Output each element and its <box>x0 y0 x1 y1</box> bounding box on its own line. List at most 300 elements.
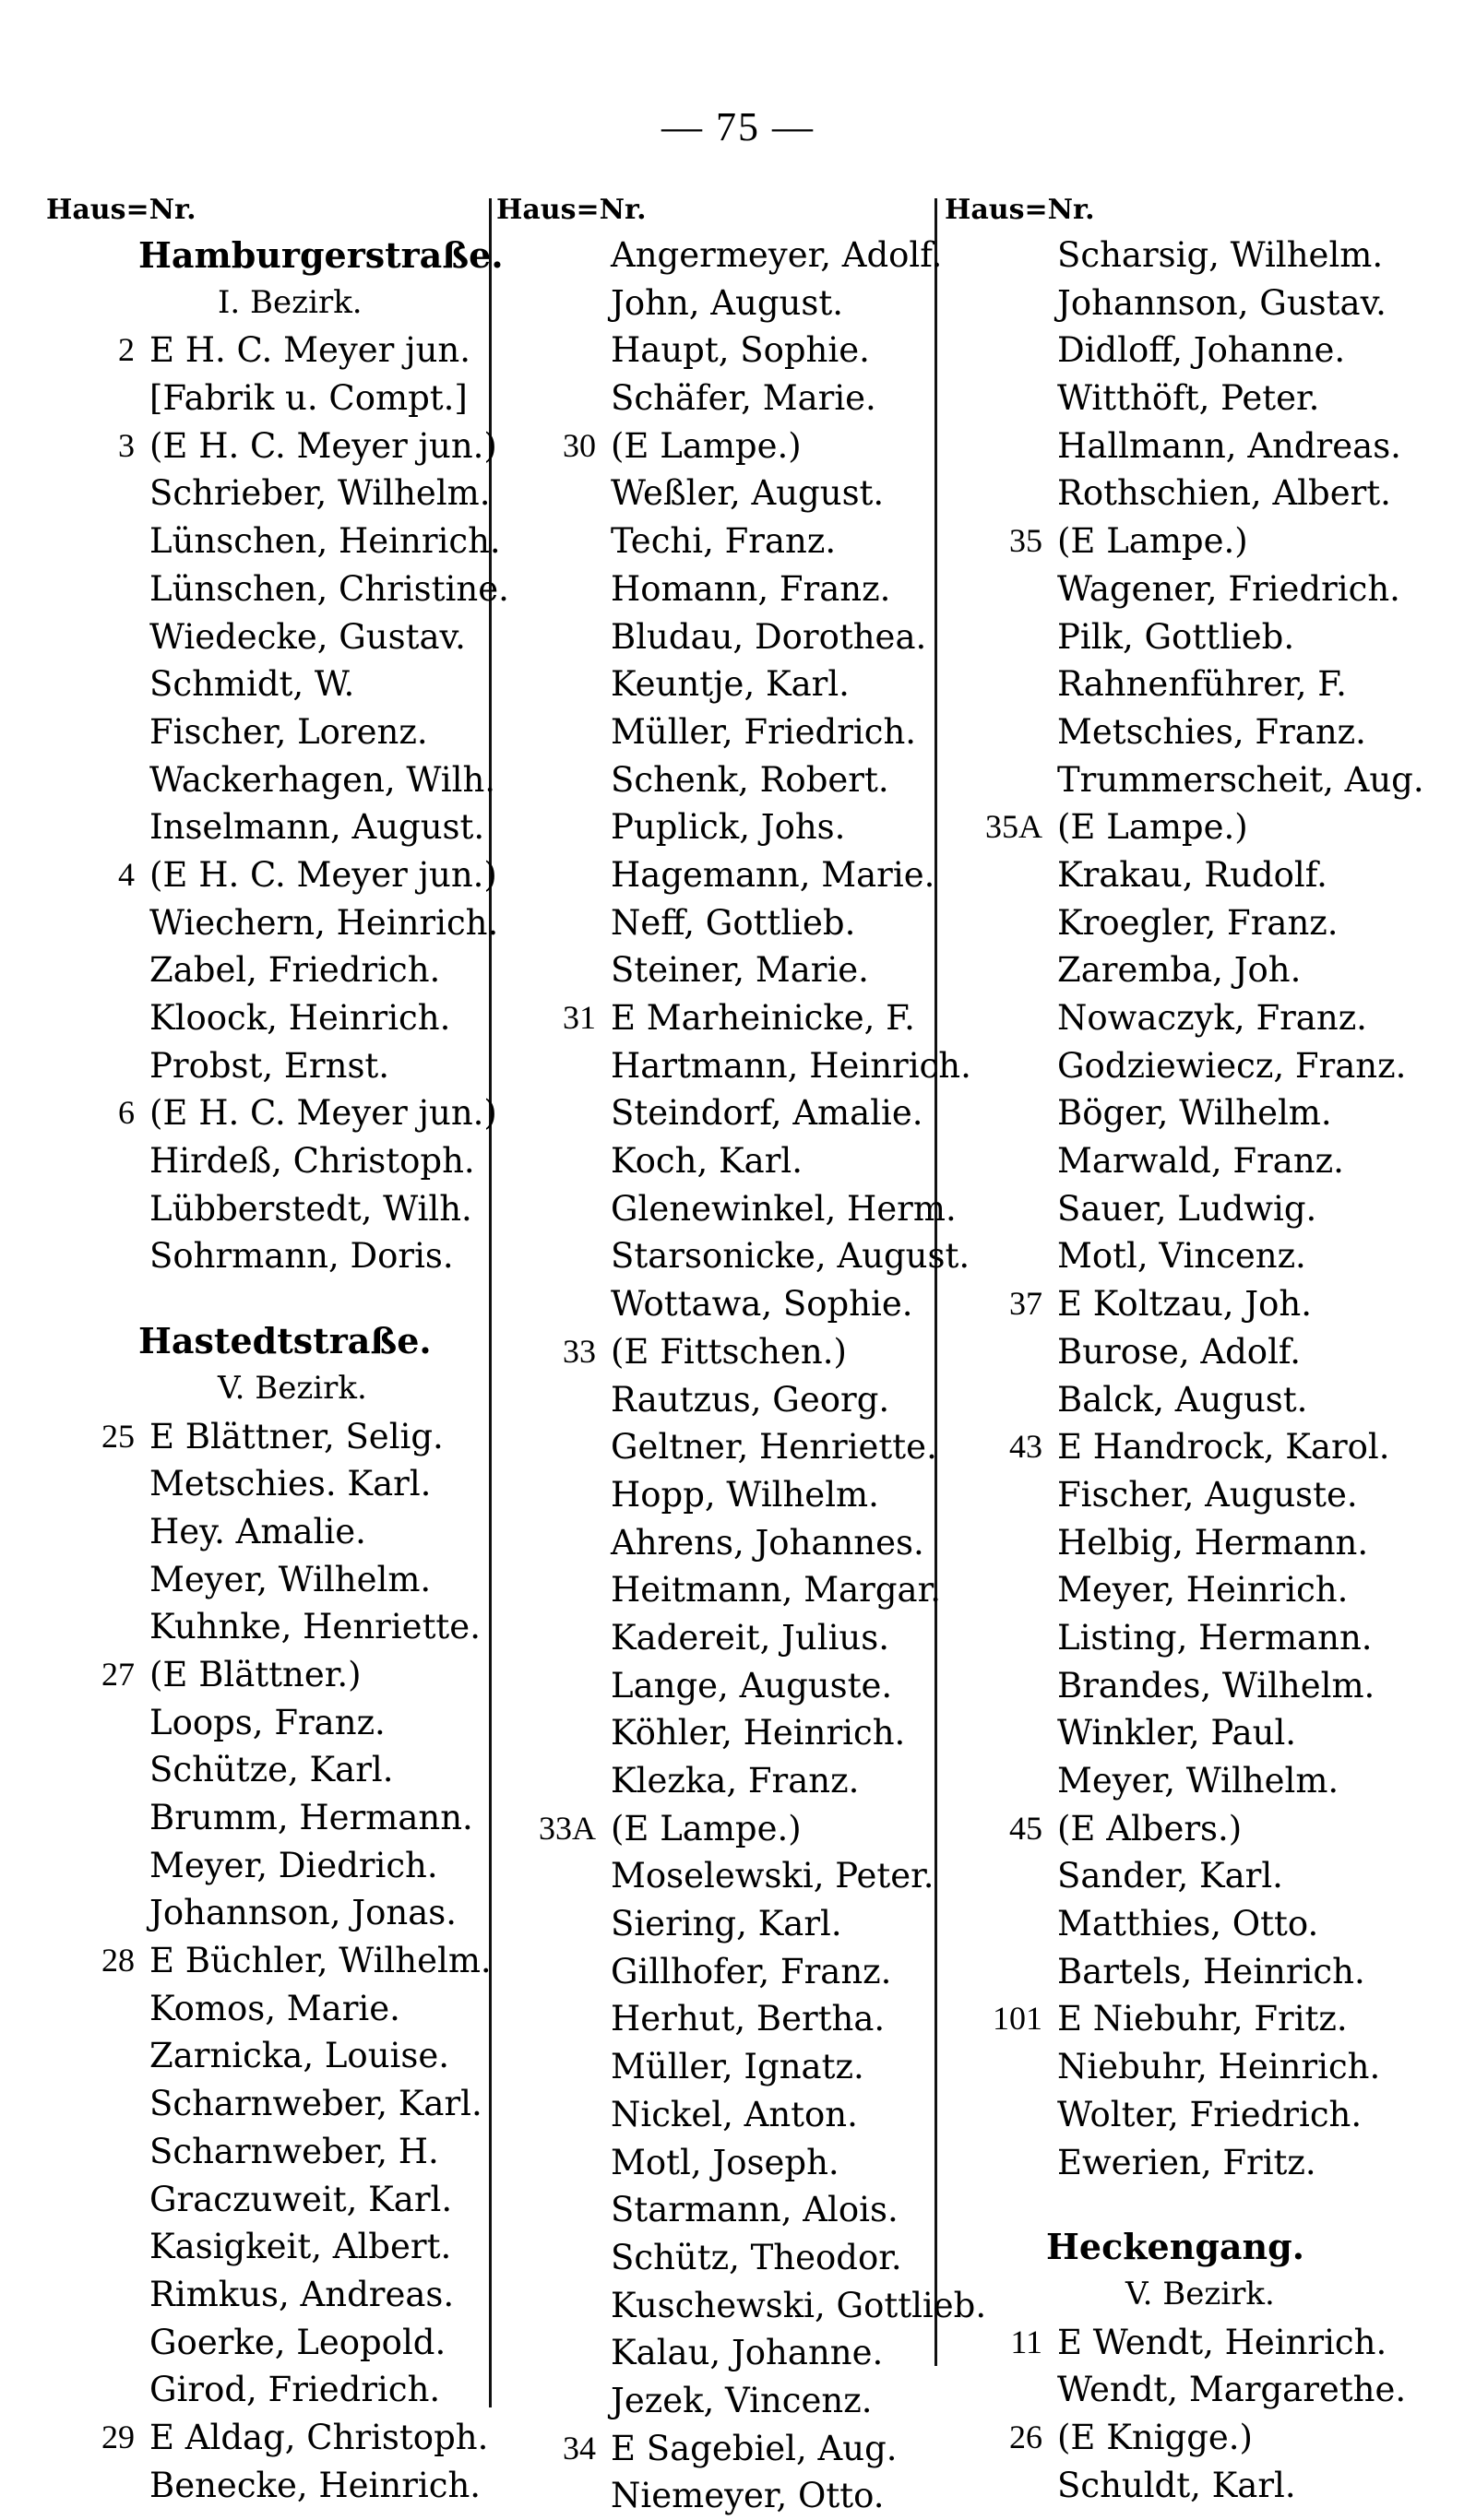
directory-entry <box>46 422 497 470</box>
directory-entry <box>496 756 937 804</box>
house-number <box>46 565 135 613</box>
house-number <box>945 2043 1042 2091</box>
resident-name: Zabel, Friedrich. <box>149 950 441 991</box>
district-label <box>46 1365 489 1413</box>
directory-entry <box>945 1232 1461 1280</box>
resident-name: Neff, Gottlieb. <box>611 902 856 943</box>
resident-name: Goerke, Leopold. <box>149 2322 446 2362</box>
column-header: Haus=Nr. <box>945 194 1095 226</box>
line-spacer <box>945 2186 1461 2223</box>
resident-name: Brandes, Wilhelm. <box>1057 1665 1375 1706</box>
house-number <box>496 899 596 947</box>
directory-entry <box>496 1376 937 1424</box>
street-heading <box>46 232 504 279</box>
resident-name: Winkler, Paul. <box>1057 1713 1297 1753</box>
house-number <box>46 470 135 517</box>
resident-name: Listing, Hermann. <box>1057 1617 1373 1658</box>
resident-name: Kadereit, Julius. <box>611 1617 889 1658</box>
house-number <box>496 1471 596 1519</box>
resident-name: Köhler, Heinrich. <box>611 1713 906 1753</box>
resident-name: Weßler, August. <box>611 473 885 514</box>
directory-entry <box>496 2139 937 2187</box>
directory-entry <box>945 1566 1461 1614</box>
house-number <box>496 1757 596 1805</box>
house-number <box>46 1317 135 1365</box>
directory-entry <box>945 517 1461 565</box>
directory-entry <box>945 1185 1461 1233</box>
house-number <box>945 946 1042 994</box>
house-number <box>945 1185 1042 1233</box>
directory-entry <box>496 422 937 470</box>
directory-entry <box>46 1699 489 1747</box>
directory-entry <box>46 2176 489 2224</box>
house-number <box>945 756 1042 804</box>
resident-name: (E Blättner.) <box>149 1654 362 1694</box>
directory-entry <box>46 946 489 994</box>
directory-entry <box>945 1042 1461 1090</box>
directory-entry <box>46 565 509 613</box>
resident-name: Klezka, Franz. <box>611 1761 860 1801</box>
resident-name: Schütz, Theodor. <box>611 2237 902 2277</box>
directory-entry <box>46 1042 489 1090</box>
resident-name: Wagener, Friedrich. <box>1057 568 1400 609</box>
directory-entry <box>496 327 937 374</box>
directory-entry <box>496 803 937 851</box>
resident-name: Hopp, Wilhelm. <box>611 1474 879 1515</box>
resident-name: Benecke, Heinrich. <box>149 2465 482 2505</box>
house-number <box>496 2234 596 2282</box>
house-number <box>945 660 1042 708</box>
directory-entry <box>496 1328 937 1376</box>
house-number <box>46 1985 135 2033</box>
resident-name: Kuschewski, Gottlieb. <box>611 2285 987 2325</box>
directory-entry <box>496 565 937 613</box>
resident-name: Schuldt, Karl. <box>1057 2465 1296 2505</box>
house-number <box>496 1376 596 1424</box>
resident-name: Kroegler, Franz. <box>1057 902 1339 943</box>
directory-entry <box>46 2032 489 2080</box>
house-number <box>945 1566 1042 1614</box>
house-number <box>945 1328 1042 1376</box>
resident-name: Meyer, Diedrich. <box>149 1845 438 1885</box>
directory-entry <box>496 2282 987 2330</box>
house-number <box>496 2139 596 2187</box>
resident-name: Kuhnke, Henriette. <box>149 1607 481 1647</box>
resident-name <box>135 1280 489 1317</box>
resident-name: Keuntje, Karl. <box>611 664 850 705</box>
house-number: 25 <box>101 1417 135 1455</box>
resident-name: Zaremba, Joh. <box>1057 950 1302 991</box>
directory-entry <box>46 2366 489 2414</box>
house-number <box>46 803 135 851</box>
house-number: 37 <box>1009 1285 1042 1323</box>
house-number <box>945 2366 1042 2414</box>
directory-entry <box>945 1328 1461 1376</box>
resident-name: (E Lampe.) <box>1057 807 1248 848</box>
directory-entry <box>945 2462 1461 2510</box>
house-number <box>46 1842 135 1890</box>
resident-name: E Niebuhr, Fritz. <box>1057 1999 1348 2039</box>
house-number <box>46 994 135 1042</box>
directory-entry <box>496 708 937 756</box>
resident-name: Krakau, Rudolf. <box>1057 854 1327 895</box>
directory-column-3 <box>945 189 1461 2509</box>
house-number <box>496 1042 596 1090</box>
directory-entry <box>945 1137 1461 1185</box>
house-number <box>46 374 135 422</box>
resident-name: Koch, Karl. <box>611 1141 803 1182</box>
resident-name: Schmidt, W. <box>149 664 355 705</box>
house-number <box>945 1232 1042 1280</box>
house-number <box>945 1089 1042 1137</box>
house-number <box>945 2091 1042 2139</box>
resident-name: Motl, Vincenz. <box>1057 1236 1306 1277</box>
directory-entry <box>496 1709 937 1757</box>
house-number <box>496 2091 596 2139</box>
house-number <box>945 1757 1042 1805</box>
directory-column-1 <box>46 189 509 2509</box>
street-heading <box>945 2223 1461 2271</box>
resident-name: Angermeyer, Adolf. <box>611 235 943 275</box>
house-number <box>945 327 1042 374</box>
directory-entry <box>945 1757 1461 1805</box>
resident-name: (E Lampe.) <box>611 1808 802 1848</box>
directory-entry <box>945 756 1461 804</box>
resident-name: Müller, Friedrich. <box>611 711 917 752</box>
house-number <box>46 708 135 756</box>
resident-name: Nickel, Anton. <box>611 2094 858 2134</box>
house-number <box>945 708 1042 756</box>
house-number: 4 <box>118 855 135 893</box>
resident-name: Motl, Joseph. <box>611 2142 839 2182</box>
directory-entry <box>945 374 1461 422</box>
directory-entry <box>496 374 937 422</box>
house-number <box>945 422 1042 470</box>
directory-entry <box>46 374 489 422</box>
house-number <box>496 232 596 279</box>
resident-name: Johannson, Gustav. <box>1057 282 1387 323</box>
directory-entry <box>46 1556 489 1604</box>
directory-entry <box>46 660 489 708</box>
resident-name: Ahrens, Johannes. <box>611 1522 924 1563</box>
house-number: 31 <box>563 999 596 1036</box>
resident-name: Glenewinkel, Herm. <box>611 1188 957 1229</box>
house-number <box>46 2271 135 2319</box>
house-number <box>46 899 135 947</box>
house-number <box>496 2377 596 2425</box>
house-number <box>496 1519 596 1567</box>
directory-entry <box>945 232 1461 279</box>
resident-name: Johannson, Jonas. <box>149 1893 458 1933</box>
house-number <box>496 660 596 708</box>
resident-name: Jezek, Vincenz. <box>611 2380 873 2420</box>
resident-name: Scharnweber, Karl. <box>149 2084 482 2124</box>
house-number <box>496 1709 596 1757</box>
house-number <box>46 1889 135 1937</box>
directory-entry <box>496 232 943 279</box>
resident-name: Starmann, Alois. <box>611 2190 899 2230</box>
resident-name: Kalau, Johanne. <box>611 2333 884 2373</box>
column-header: Haus=Nr. <box>46 194 196 226</box>
house-number <box>496 2043 596 2091</box>
house-number <box>496 1995 596 2043</box>
resident-name: Brumm, Hermann. <box>149 1798 473 1837</box>
directory-entry <box>945 327 1461 374</box>
directory-entry <box>46 1651 489 1699</box>
resident-name: E Wendt, Heinrich. <box>1057 2322 1387 2362</box>
house-number <box>496 1423 596 1471</box>
directory-entry <box>496 1900 937 1948</box>
directory-entry <box>496 2186 937 2234</box>
directory-entry <box>496 1805 937 1853</box>
house-number <box>496 708 596 756</box>
resident-name: Sander, Karl. <box>1057 1856 1283 1896</box>
house-number: 35A <box>985 808 1042 846</box>
resident-name: Fischer, Auguste. <box>1057 1474 1358 1515</box>
house-number <box>46 2223 135 2271</box>
house-number <box>46 1556 135 1604</box>
directory-entry <box>945 279 1461 327</box>
resident-name: Wendt, Margarethe. <box>1057 2370 1407 2410</box>
resident-name: E Handrock, Karol. <box>1057 1427 1390 1468</box>
column-lines <box>945 232 1461 2509</box>
directory-entry <box>46 1232 489 1280</box>
house-number <box>46 1365 135 1413</box>
resident-name: Geltner, Henriette. <box>611 1427 937 1468</box>
directory-entry <box>945 565 1461 613</box>
directory-entry <box>496 660 937 708</box>
directory-entry <box>945 899 1461 947</box>
resident-name: Komos, Marie. <box>149 1988 400 2028</box>
resident-name: Techi, Franz. <box>611 521 837 562</box>
house-number: 34 <box>563 2429 596 2467</box>
directory-entry <box>46 1089 497 1137</box>
resident-name: Sauer, Ludwig. <box>1057 1188 1317 1229</box>
directory-entry <box>945 2043 1461 2091</box>
resident-name: Siering, Karl. <box>611 1904 842 1944</box>
resident-name: Inselmann, August. <box>149 807 485 848</box>
resident-name: (E Albers.) <box>1057 1808 1243 1848</box>
house-number <box>46 613 135 661</box>
resident-name: Kasigkeit, Albert. <box>149 2227 452 2267</box>
house-number <box>496 1948 596 1996</box>
house-number <box>46 2319 135 2367</box>
resident-name: Meyer, Wilhelm. <box>1057 1761 1339 1801</box>
house-number <box>945 1042 1042 1090</box>
resident-name: Wottawa, Sophie. <box>611 1284 913 1325</box>
house-number <box>945 1471 1042 1519</box>
directory-entry <box>46 1937 492 1985</box>
directory-entry <box>945 1709 1461 1757</box>
directory-entry <box>496 1614 937 1662</box>
directory-entry <box>945 1376 1461 1424</box>
resident-name: Lünschen, Heinrich. <box>149 521 501 562</box>
resident-name: Nowaczyk, Franz. <box>1057 998 1367 1038</box>
resident-name: (E Lampe.) <box>611 425 802 466</box>
directory-entry <box>945 803 1461 851</box>
resident-name: Haupt, Sophie. <box>611 330 870 371</box>
resident-name: [Fabrik u. Compt.] <box>149 378 468 419</box>
house-number <box>496 1185 596 1233</box>
directory-entry <box>46 1746 489 1794</box>
directory-entry <box>46 994 489 1042</box>
resident-name: Bartels, Heinrich. <box>1057 1951 1365 1991</box>
resident-name: Steindorf, Amalie. <box>611 1093 923 1134</box>
resident-name: Burose, Adolf. <box>1057 1331 1302 1372</box>
resident-name: Meyer, Heinrich. <box>1057 1570 1349 1611</box>
directory-entry <box>46 708 489 756</box>
directory-entry <box>945 994 1461 1042</box>
directory-entry <box>496 1852 937 1900</box>
house-number: 33 <box>563 1332 596 1370</box>
resident-name: Moselewski, Peter. <box>611 1856 934 1896</box>
house-number <box>496 756 596 804</box>
resident-name <box>1042 2186 1461 2223</box>
house-number <box>496 1614 596 1662</box>
directory-entry <box>945 1662 1461 1710</box>
directory-entry <box>46 2128 489 2176</box>
directory-entry <box>496 1137 937 1185</box>
house-number <box>945 2223 1042 2271</box>
resident-name: (E Knigge.) <box>1057 2417 1253 2457</box>
resident-name: Wiechern, Heinrich. <box>149 902 499 943</box>
column-lines <box>496 232 987 2520</box>
resident-name: Heitmann, Margar. <box>611 1570 941 1611</box>
directory-entry <box>945 1995 1461 2043</box>
resident-name: Matthies, Otto. <box>1057 1904 1319 1944</box>
directory-entry <box>945 1805 1461 1853</box>
resident-name: Hey. Amalie. <box>149 1511 366 1551</box>
house-number <box>46 1508 135 1556</box>
resident-name: E Blättner, Selig. <box>149 1416 444 1456</box>
house-number: 30 <box>563 426 596 464</box>
house-number <box>496 1280 596 1328</box>
directory-entry <box>945 422 1461 470</box>
house-number <box>945 565 1042 613</box>
house-number <box>496 613 596 661</box>
resident-name: Zarnicka, Louise. <box>149 2036 449 2076</box>
directory-entry <box>496 994 937 1042</box>
resident-name: Wiedecke, Gustav. <box>149 616 466 657</box>
house-number <box>945 374 1042 422</box>
house-number <box>496 374 596 422</box>
house-number <box>945 1852 1042 1900</box>
house-number <box>945 1662 1042 1710</box>
directory-entry <box>46 1460 489 1508</box>
house-number <box>945 1709 1042 1757</box>
resident-name: Rahnenführer, F. <box>1057 664 1347 705</box>
house-number <box>945 899 1042 947</box>
resident-name: (E Lampe.) <box>1057 521 1248 562</box>
directory-entry <box>496 1423 937 1471</box>
directory-entry <box>945 1614 1461 1662</box>
resident-name: Böger, Wilhelm. <box>1057 1093 1332 1134</box>
resident-name: Trummerscheit, Aug. <box>1057 759 1424 800</box>
directory-entry <box>945 2139 1461 2187</box>
resident-name: Helbig, Hermann. <box>1057 1522 1369 1563</box>
directory-entry <box>945 2091 1461 2139</box>
house-number <box>46 232 135 279</box>
house-number <box>945 1614 1042 1662</box>
house-number <box>945 1519 1042 1567</box>
house-number <box>46 1603 135 1651</box>
house-number <box>945 1376 1042 1424</box>
directory-entry <box>496 279 937 327</box>
directory-entry <box>496 1757 937 1805</box>
directory-entry <box>945 613 1461 661</box>
resident-name: Witthöft, Peter. <box>1057 378 1320 419</box>
directory-entry <box>46 1185 489 1233</box>
house-number <box>46 1460 135 1508</box>
house-number <box>945 1948 1042 1996</box>
house-number <box>496 1566 596 1614</box>
directory-entry <box>46 2414 489 2462</box>
resident-name: Graczuweit, Karl. <box>149 2179 453 2219</box>
house-number <box>945 279 1042 327</box>
resident-name: Hirdeß, Christoph. <box>149 1141 475 1182</box>
street-name: Hamburgerstraße. <box>138 234 504 276</box>
house-number: 6 <box>118 1094 135 1132</box>
resident-name: Wackerhagen, Wilh. <box>149 759 496 800</box>
resident-name: Kloock, Heinrich. <box>149 998 451 1038</box>
house-number: 43 <box>1009 1428 1042 1466</box>
directory-entry <box>46 327 489 374</box>
house-number <box>46 517 135 565</box>
house-number <box>496 946 596 994</box>
house-number <box>496 565 596 613</box>
house-number: 28 <box>101 1942 135 1979</box>
directory-entry <box>46 1842 489 1890</box>
resident-name: Hagemann, Marie. <box>611 854 935 895</box>
house-number: 27 <box>101 1655 135 1693</box>
directory-entry <box>46 1603 489 1651</box>
directory-entry <box>496 899 937 947</box>
resident-name: Scharnweber, H. <box>149 2131 439 2171</box>
house-number <box>496 470 596 517</box>
resident-name: Herhut, Bertha. <box>611 1999 886 2039</box>
resident-name: E H. C. Meyer jun. <box>149 330 470 371</box>
directory-entry <box>46 1794 489 1842</box>
directory-entry <box>496 1042 971 1090</box>
directory-entry <box>496 2043 937 2091</box>
resident-name: (E H. C. Meyer jun.) <box>149 854 497 895</box>
house-number <box>496 2472 596 2520</box>
directory-entry <box>496 1662 937 1710</box>
resident-name: E Sagebiel, Aug. <box>611 2428 898 2468</box>
house-number <box>46 279 135 327</box>
page-number: — 75 — <box>661 104 815 149</box>
resident-name: Didloff, Johanne. <box>1057 330 1346 371</box>
directory-entry <box>46 470 489 517</box>
house-number <box>496 2282 596 2330</box>
resident-name: (E H. C. Meyer jun.) <box>149 1093 497 1134</box>
directory-entry <box>945 470 1461 517</box>
street-name: Heckengang. <box>1046 2226 1304 2268</box>
resident-name: Lübberstedt, Wilh. <box>149 1188 472 1229</box>
house-number <box>496 803 596 851</box>
directory-entry <box>496 470 937 517</box>
house-number: 101 <box>993 2000 1042 2038</box>
directory-entry <box>496 517 937 565</box>
resident-name: Schenk, Robert. <box>611 759 889 800</box>
directory-entry <box>496 1948 937 1996</box>
resident-name: Fischer, Lorenz. <box>149 711 428 752</box>
house-number <box>945 613 1042 661</box>
resident-name: Metschies. Karl. <box>149 1464 432 1504</box>
house-number <box>945 2139 1042 2187</box>
directory-entry <box>945 2414 1461 2462</box>
house-number <box>46 1746 135 1794</box>
